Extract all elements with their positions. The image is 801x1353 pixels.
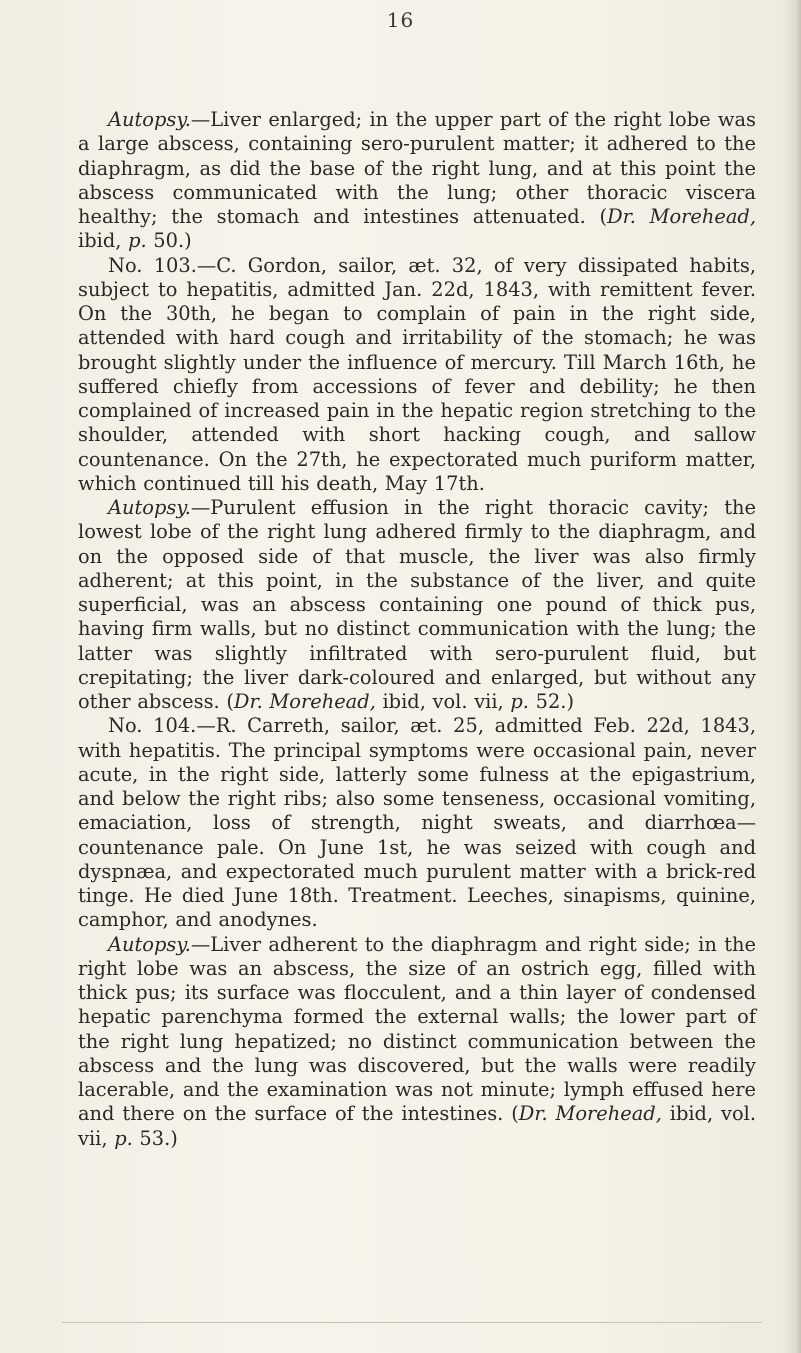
paragraph-case-104	[78, 714, 756, 932]
paragraph-text: —Purulent effusion in the right thoracic cavity; the lowest lobe of the right lung adhered firmly to the diaphragm, and on the opposed side of that muscle, the liver was also firmly adherent; at this point, in the substance of the liver, and quite superficial, was an abscess containing one pound of thick pus, having firm walls, but no distinct communication with the lung; the latter was slightly infiltrated with sero-purulent fluid, but crepitating; the liver dark-coloured and enlarged, but without any other abscess. (	[78, 496, 756, 713]
reference-source: ibid, vol. vii,	[78, 1102, 757, 1150]
paragraph-text: No. 104.—R. Carreth, sailor, æt. 25, admitted Feb. 22d, 1843, with hepatitis. The principal symptoms were occasional pain, never acute, in the right side, latterly some fulness at the epigastrium, and below the right ribs; also some tenseness, occasional vomiting, emaciation, loss of strength, night sweats, and diarrhœa—countenance pale. On June 1st, he was seized with cough and dyspnæa, and expectorated much purulent matter with a brick-red tinge. He died June 18th. Treatment. Leeches, sinapisms, quinine, camphor, and anodynes.	[78, 714, 756, 932]
paragraph-text: No. 103.—C. Gordon, sailor, æt. 32, of very dissipated habits, subject to hepatitis, admitted Jan. 22d, 1843, with remittent fever. On the 30th, he began to complain of pain in the right side, attended with hard cough and irritability of the stomach; he was brought slightly under the influence of mercury. Till March 16th, he suffered chiefly from accessions of fever and debility; he then complained of increased pain in the hepatic region stretching to the shoulder, attended with short hacking cough, and sallow countenance. On the 27th, he expectorated much puriform matter, which continued till his death, May 17th.	[78, 253, 756, 495]
reference-page: 53.)	[132, 1126, 178, 1150]
paragraph-case-103	[78, 254, 756, 497]
reference-author: Dr. Morehead,	[607, 205, 756, 228]
paragraph-text: —Liver adherent to the diaphragm and right side; in the right lobe was an abscess, the size of an ostrich egg, filled with thick pus; its surface was flocculent, and a thin layer of condensed hepatic parenchyma formed the external walls; the lower part of the right lung hepatized; no distinct communication between the abscess and the lung was discovered, but the walls were readily lacerable, and the examination was not minute; lymph effused here and there on the surface of the intestines. (	[78, 932, 756, 1126]
body-text	[78, 108, 756, 1151]
page-bottom-rule	[62, 1322, 762, 1323]
paragraph-autopsy-2	[78, 496, 756, 714]
reference-source: ibid,	[78, 229, 129, 253]
paragraph-autopsy-1	[78, 108, 756, 254]
reference-source: ibid, vol. vii,	[375, 690, 511, 713]
page-number: 16	[386, 8, 415, 32]
reference-page-label: p.	[114, 1126, 133, 1150]
reference-page-label: p.	[128, 229, 147, 253]
autopsy-label: Autopsy.	[108, 108, 191, 131]
reference-page: 52.)	[528, 690, 575, 713]
paragraph-autopsy-3	[78, 933, 756, 1151]
reference-author: Dr. Morehead,	[518, 1102, 662, 1126]
autopsy-label: Autopsy.	[108, 932, 191, 956]
paragraph-text: —Liver enlarged; in the upper part of the right lobe was a large abscess, containing sero-purulent matter; it adhered to the diaphragm, as did the base of the right lung, and at this point the abscess communicated with the lung; other thoracic viscera healthy; the stomach and intestines attenuated. (	[78, 108, 756, 228]
autopsy-label: Autopsy.	[108, 496, 191, 519]
page-edge-shadow	[783, 0, 801, 1353]
reference-author: Dr. Morehead,	[233, 690, 376, 713]
reference-page: 50.)	[146, 229, 192, 253]
reference-page-label: p.	[510, 690, 529, 713]
